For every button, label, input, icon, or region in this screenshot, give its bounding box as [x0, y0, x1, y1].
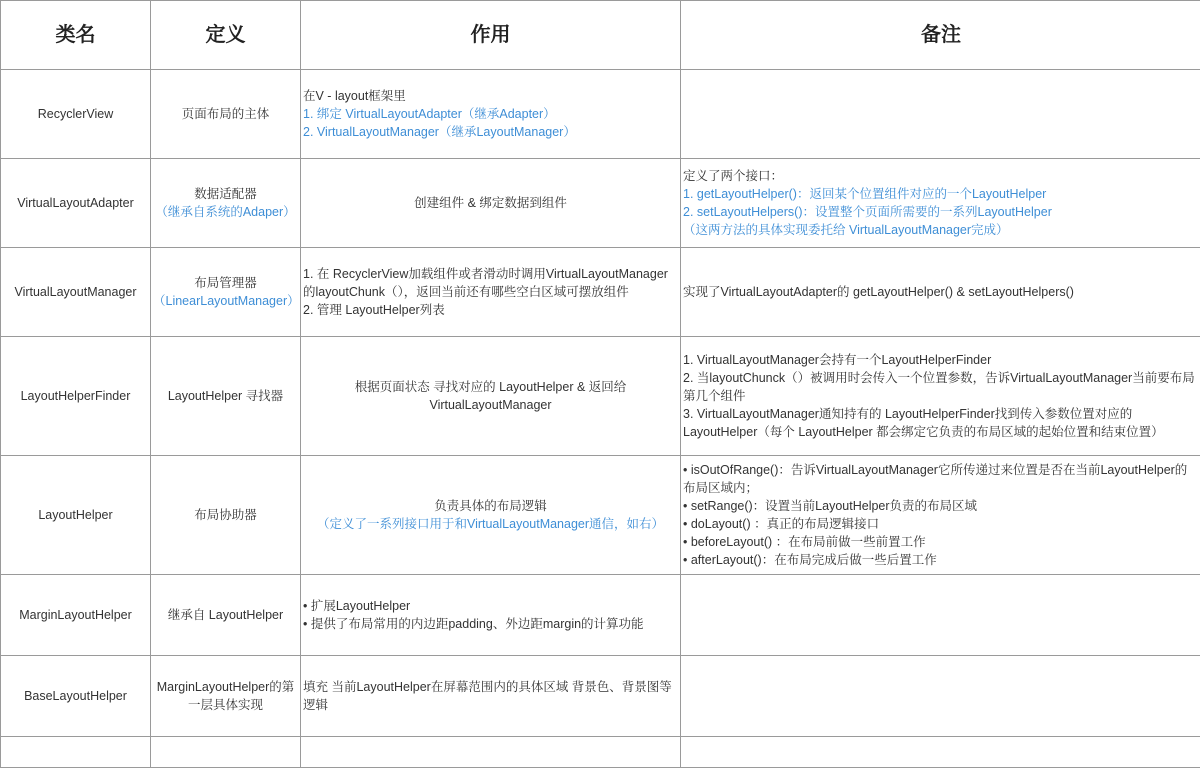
- definition-cell: [151, 337, 301, 456]
- role-text: • 提供了布局常用的内边距padding、外边距margin的计算功能: [303, 615, 678, 633]
- class-name-cell: [1, 737, 151, 768]
- definition-text: 继承自 LayoutHelper: [153, 606, 298, 624]
- table-row: [1, 575, 1200, 656]
- note-highlight: 1. getLayoutHelper()：返回某个位置组件对应的一个LayoutHelper: [683, 185, 1199, 203]
- role-cell: [301, 248, 681, 337]
- definition-text: MarginLayoutHelper的第一层具体实现: [153, 678, 298, 714]
- note-cell: [681, 656, 1200, 737]
- definition-cell: [151, 159, 301, 248]
- note-cell: [681, 70, 1200, 159]
- definition-cell: [151, 248, 301, 337]
- table-row: [1, 248, 1200, 337]
- role-cell: [301, 70, 681, 159]
- note-text: 2. 当layoutChunck（）被调用时会传入一个位置参数，告诉VirtualLayoutManager当前要布局第几个组件: [683, 369, 1199, 405]
- role-cell: [301, 337, 681, 456]
- header-class-name: 类名: [1, 1, 151, 70]
- role-cell: [301, 159, 681, 248]
- definition-text: 布局管理器: [153, 274, 298, 292]
- class-name-cell: VirtualLayoutManager: [1, 248, 151, 337]
- note-cell: [681, 337, 1200, 456]
- role-text: • 扩展LayoutHelper: [303, 597, 678, 615]
- header-row: [1, 1, 1200, 70]
- definition-cell: [151, 656, 301, 737]
- definition-text: LayoutHelper 寻找器: [153, 387, 298, 405]
- role-highlight: 2. VirtualLayoutManager（继承LayoutManager）: [303, 123, 678, 141]
- role-text: 2. 管理 LayoutHelper列表: [303, 301, 678, 319]
- table-row: [1, 159, 1200, 248]
- class-name-cell: BaseLayoutHelper: [1, 656, 151, 737]
- definition-cell: [151, 70, 301, 159]
- note-text: • afterLayout()：在布局完成后做一些后置工作: [683, 551, 1199, 569]
- role-cell: [301, 737, 681, 768]
- class-name-cell: MarginLayoutHelper: [1, 575, 151, 656]
- note-highlight: 2. setLayoutHelpers()：设置整个页面所需要的一系列LayoutHelper: [683, 203, 1199, 221]
- note-text: 3. VirtualLayoutManager通知持有的 LayoutHelperFinder找到传入参数位置对应的LayoutHelper（每个 LayoutHelper 都会绑定它负责的布局区域的起始位置和结束位置）: [683, 405, 1199, 441]
- role-cell: [301, 656, 681, 737]
- note-text: • doLayout() ：真正的布局逻辑接口: [683, 515, 1199, 533]
- note-text: • setRange()：设置当前LayoutHelper负责的布局区域: [683, 497, 1199, 515]
- role-cell: [301, 575, 681, 656]
- note-cell: [681, 456, 1200, 575]
- role-highlight: （定义了一系列接口用于和VirtualLayoutManager通信，如右）: [303, 515, 678, 533]
- definition-cell: [151, 737, 301, 768]
- role-text: 在V - layout框架里: [303, 87, 678, 105]
- class-name-cell: RecyclerView: [1, 70, 151, 159]
- definition-highlight: （继承自系统的Adaper）: [153, 203, 298, 221]
- definition-cell: [151, 575, 301, 656]
- table-row: [1, 737, 1200, 768]
- note-cell: [681, 575, 1200, 656]
- definition-cell: [151, 456, 301, 575]
- class-name-cell: VirtualLayoutAdapter: [1, 159, 151, 248]
- table-row: [1, 70, 1200, 159]
- note-highlight: （这两方法的具体实现委托给 VirtualLayoutManager完成）: [683, 221, 1199, 239]
- note-cell: [681, 159, 1200, 248]
- note-cell: [681, 248, 1200, 337]
- class-name-cell: LayoutHelper: [1, 456, 151, 575]
- note-cell: [681, 737, 1200, 768]
- table-row: [1, 656, 1200, 737]
- role-cell: [301, 456, 681, 575]
- header-definition: 定义: [151, 1, 301, 70]
- role-text: 负责具体的布局逻辑: [303, 497, 678, 515]
- role-text: 1. 在 RecyclerView加载组件或者滑动时调用VirtualLayoutManager 的layoutChunk（），返回当前还有哪些空白区域可摆放组件: [303, 265, 678, 301]
- definition-text: 布局协助器: [153, 506, 298, 524]
- role-text: 创建组件 & 绑定数据到组件: [303, 194, 678, 212]
- definition-highlight: （LinearLayoutManager）: [153, 292, 298, 310]
- role-text: 填充 当前LayoutHelper在屏幕范围内的具体区域 背景色、背景图等逻辑: [303, 678, 678, 714]
- table-row: [1, 337, 1200, 456]
- role-text: 根据页面状态 寻找对应的 LayoutHelper & 返回给VirtualLayoutManager: [303, 378, 678, 414]
- table-row: [1, 456, 1200, 575]
- class-name-cell: LayoutHelperFinder: [1, 337, 151, 456]
- note-text: 1. VirtualLayoutManager会持有一个LayoutHelperFinder: [683, 351, 1199, 369]
- definition-text: 页面布局的主体: [153, 105, 298, 123]
- note-text: 定义了两个接口：: [683, 167, 1199, 185]
- role-highlight: 1. 绑定 VirtualLayoutAdapter（继承Adapter）: [303, 105, 678, 123]
- definition-text: 数据适配器: [153, 185, 298, 203]
- note-text: • isOutOfRange()：告诉VirtualLayoutManager它所传递过来位置是否在当前LayoutHelper的布局区域内；: [683, 461, 1199, 497]
- header-note: 备注: [681, 1, 1200, 70]
- note-text: • beforeLayout() ：在布局前做一些前置工作: [683, 533, 1199, 551]
- header-role: 作用: [301, 1, 681, 70]
- note-text: 实现了VirtualLayoutAdapter的 getLayoutHelper() & setLayoutHelpers(): [683, 283, 1199, 301]
